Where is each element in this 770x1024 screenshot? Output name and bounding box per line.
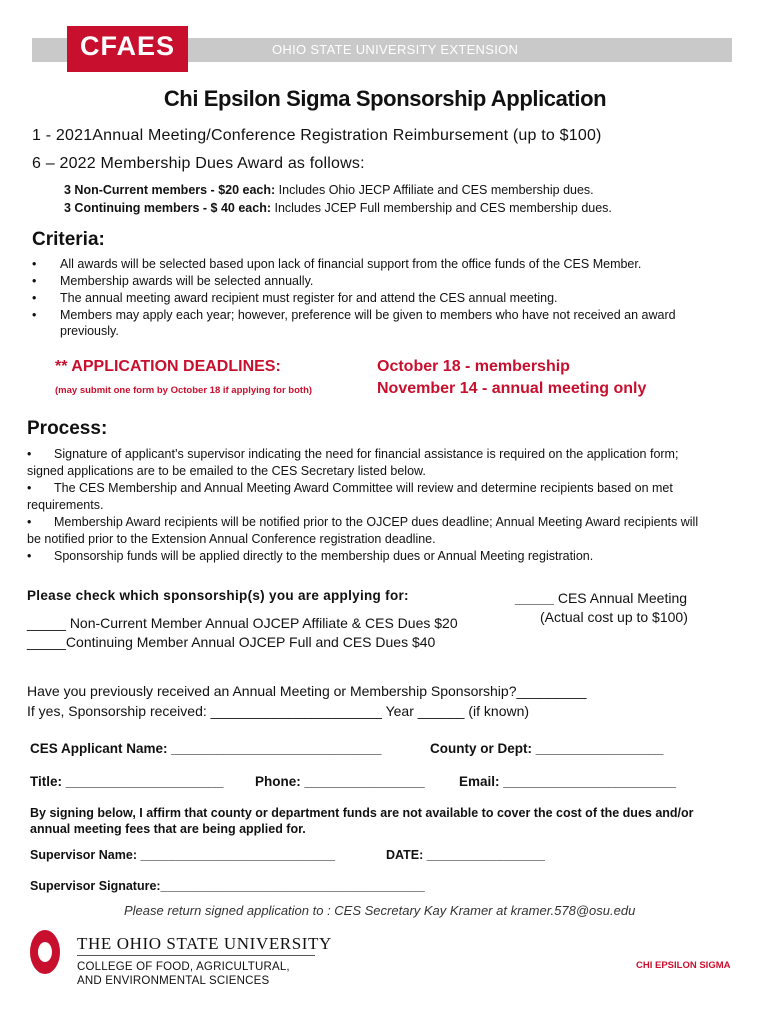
return-note: Please return signed application to : CES Secretary Kay Kramer at kramer.578@osu.edu [124, 903, 636, 918]
banner-text: OHIO STATE UNIVERSITY EXTENSION [272, 42, 519, 57]
deadline-membership: October 18 - membership [377, 358, 570, 375]
bullet: • [27, 447, 32, 461]
award-line-annual: 1 - 2021Annual Meeting/Conference Registration Reimbursement (up to $100) [32, 127, 602, 144]
process-list [27, 446, 707, 565]
county-field[interactable]: County or Dept: _________________ [430, 741, 664, 756]
page-title: Chi Epsilon Sigma Sponsorship Application [163, 86, 607, 111]
process-item [27, 548, 707, 565]
award-noncurrent [64, 183, 594, 197]
osu-block-o-center [38, 942, 52, 962]
criteria-heading: Criteria: [32, 229, 105, 250]
option-annual-meeting[interactable] [515, 590, 687, 606]
award-continuing-label: 3 Continuing members - $ 40 each: [64, 201, 271, 215]
deadlines-label: ** APPLICATION DEADLINES: [55, 358, 281, 375]
criteria-item: • Members may apply each year; however, preference will be given to members who have not received an award previously. [32, 307, 702, 339]
college-line-1: COLLEGE OF FOOD, AGRICULTURAL, [77, 961, 290, 973]
option-annual-blank[interactable]: _____ [515, 590, 554, 606]
divider [77, 955, 315, 956]
previous-question[interactable]: Have you previously received an Annual Meeting or Membership Sponsorship?_________ [27, 683, 587, 699]
title-field[interactable]: Title: _____________________ [30, 774, 224, 789]
option-continuing[interactable]: _____Continuing Member Annual OJCEP Full and CES Dues $40 [27, 634, 436, 650]
college-line-2: AND ENVIRONMENTAL SCIENCES [77, 975, 270, 987]
award-continuing-text: Includes JCEP Full membership and CES membership dues. [271, 201, 612, 215]
footer-tag: CHI EPSILON SIGMA [636, 960, 731, 971]
award-continuing [64, 201, 612, 215]
sponsorship-prompt: Please check which sponsorship(s) you are applying for: [27, 588, 409, 603]
criteria-item: • Membership awards will be selected annually. [32, 273, 702, 289]
date-field[interactable]: DATE: _________________ [386, 848, 545, 862]
award-noncurrent-text: Includes Ohio JECP Affiliate and CES membership dues. [275, 183, 594, 197]
osu-wordmark: THE OHIO STATE UNIVERSITY [77, 934, 332, 953]
bullet: • [27, 481, 32, 495]
option-annual-label: CES Annual Meeting [553, 590, 688, 606]
award-noncurrent-label: 3 Non-Current members - $20 each: [64, 183, 276, 197]
bullet: • [27, 549, 32, 563]
email-field[interactable]: Email: _______________________ [459, 774, 676, 789]
process-item [27, 514, 707, 548]
process-item-text: Signature of applicant’s supervisor indicating the need for financial assistance is required on the application form; signed applications are to be emailed to the CES Secretary listed below. [27, 447, 679, 478]
process-item-text: Sponsorship funds will be applied directly to the membership dues or Annual Meeting registration. [54, 549, 594, 563]
phone-field[interactable]: Phone: ________________ [255, 774, 425, 789]
option-noncurrent[interactable]: _____ Non-Current Member Annual OJCEP Affiliate & CES Dues $20 [27, 615, 458, 631]
deadlines-note: (may submit one form by October 18 if applying for both) [55, 385, 313, 396]
process-item [27, 480, 707, 514]
process-heading: Process: [27, 418, 108, 439]
criteria-item: • All awards will be selected based upon lack of financial support from the office funds of the CES Member. [32, 256, 702, 272]
option-annual-note: (Actual cost up to $100) [540, 609, 688, 625]
process-item [27, 446, 707, 480]
award-line-dues: 6 – 2022 Membership Dues Award as follows: [32, 155, 365, 172]
affirmation-text: By signing below, I affirm that county or department funds are not available to cover the cost of the dues and/or annual meeting fees that are being applied for. [30, 806, 694, 836]
process-item-text: The CES Membership and Annual Meeting Award Committee will review and determine recipients based on met requirements. [27, 481, 673, 512]
process-item-text: Membership Award recipients will be notified prior to the OJCEP dues deadline; Annual Meeting Award recipients will be notified prior to the Extension Annual Conference registration deadline. [27, 515, 699, 546]
supervisor-name-field[interactable]: Supervisor Name: ____________________________ [30, 848, 336, 862]
deadline-annual-meeting: November 14 - annual meeting only [377, 380, 647, 397]
criteria-item: • The annual meeting award recipient must register for and attend the CES annual meeting. [32, 290, 702, 306]
cfaes-logo-text: CFAES [79, 31, 176, 61]
previous-ifyes[interactable]: If yes, Sponsorship received: ______________________ Year ______ (if known) [27, 703, 530, 719]
applicant-name-field[interactable]: CES Applicant Name: ____________________________ [30, 741, 382, 756]
criteria-list [32, 256, 702, 340]
bullet: • [27, 515, 32, 529]
supervisor-signature-field[interactable]: Supervisor Signature:______________________________________ [30, 879, 425, 893]
